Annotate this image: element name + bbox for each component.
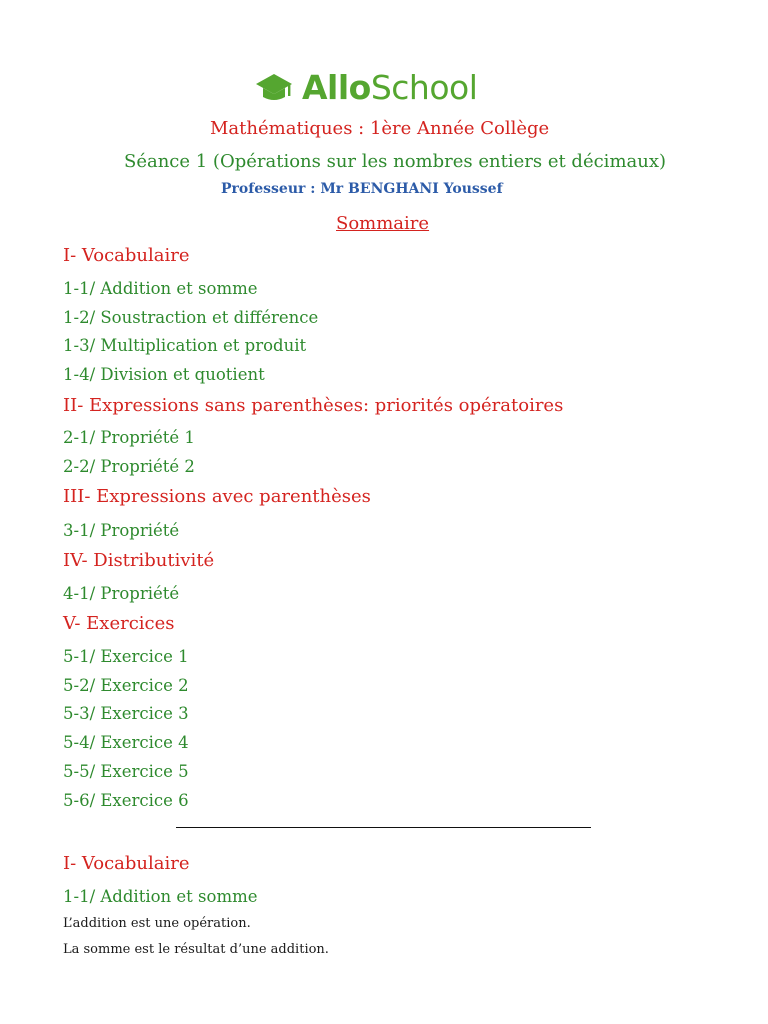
alloschool-logo[interactable] [254,68,477,108]
toc-item-exercice-4: 5-4/ Exercice 4 [63,733,189,752]
toc-section-parentheses: III- Expressions avec parenthèses [63,486,371,507]
session-title: Séance 1 (Opérations sur les nombres entiers et décimaux) [124,151,667,172]
toc-item-soustraction: 1-2/ Soustraction et différence [63,308,319,327]
logo-wordmark-school: School [370,68,478,107]
toc-section-vocabulaire: I- Vocabulaire [63,245,190,266]
content-line: L’addition est une opération. [63,916,251,931]
toc-item-division: 1-4/ Division et quotient [63,365,265,384]
toc-title: Sommaire [336,213,430,234]
toc-item-propriete-4-1: 4-1/ Propriété [63,584,180,603]
subject-title: Mathématiques : 1ère Année Collège [210,118,550,139]
content-section-title: I- Vocabulaire [63,853,190,874]
teacher-name: Professeur : Mr BENGHANI Youssef [221,181,503,197]
toc-item-exercice-1: 5-1/ Exercice 1 [63,647,189,666]
logo-wordmark-allo: Allo [302,68,371,107]
toc-item-exercice-3: 5-3/ Exercice 3 [63,704,189,723]
toc-section-distributivite: IV- Distributivité [63,550,215,571]
section-divider [176,827,591,828]
logo-wordmark [302,68,477,108]
content-subsection-title: 1-1/ Addition et somme [63,887,258,906]
toc-item-propriete-2-2: 2-2/ Propriété 2 [63,457,195,476]
toc-item-multiplication: 1-3/ Multiplication et produit [63,336,307,355]
toc-item-propriete-2-1: 2-1/ Propriété 1 [63,428,195,447]
toc-item-exercice-6: 5-6/ Exercice 6 [63,791,189,810]
graduation-cap-icon [254,70,294,106]
content-line: La somme est le résultat d’une addition. [63,942,329,957]
toc-item-propriete-3-1: 3-1/ Propriété [63,521,180,540]
toc-section-exercices: V- Exercices [63,613,175,634]
toc-section-priorites: II- Expressions sans parenthèses: priorités opératoires [63,395,564,416]
toc-item-addition: 1-1/ Addition et somme [63,279,258,298]
toc-item-exercice-5: 5-5/ Exercice 5 [63,762,189,781]
toc-item-exercice-2: 5-2/ Exercice 2 [63,676,189,695]
